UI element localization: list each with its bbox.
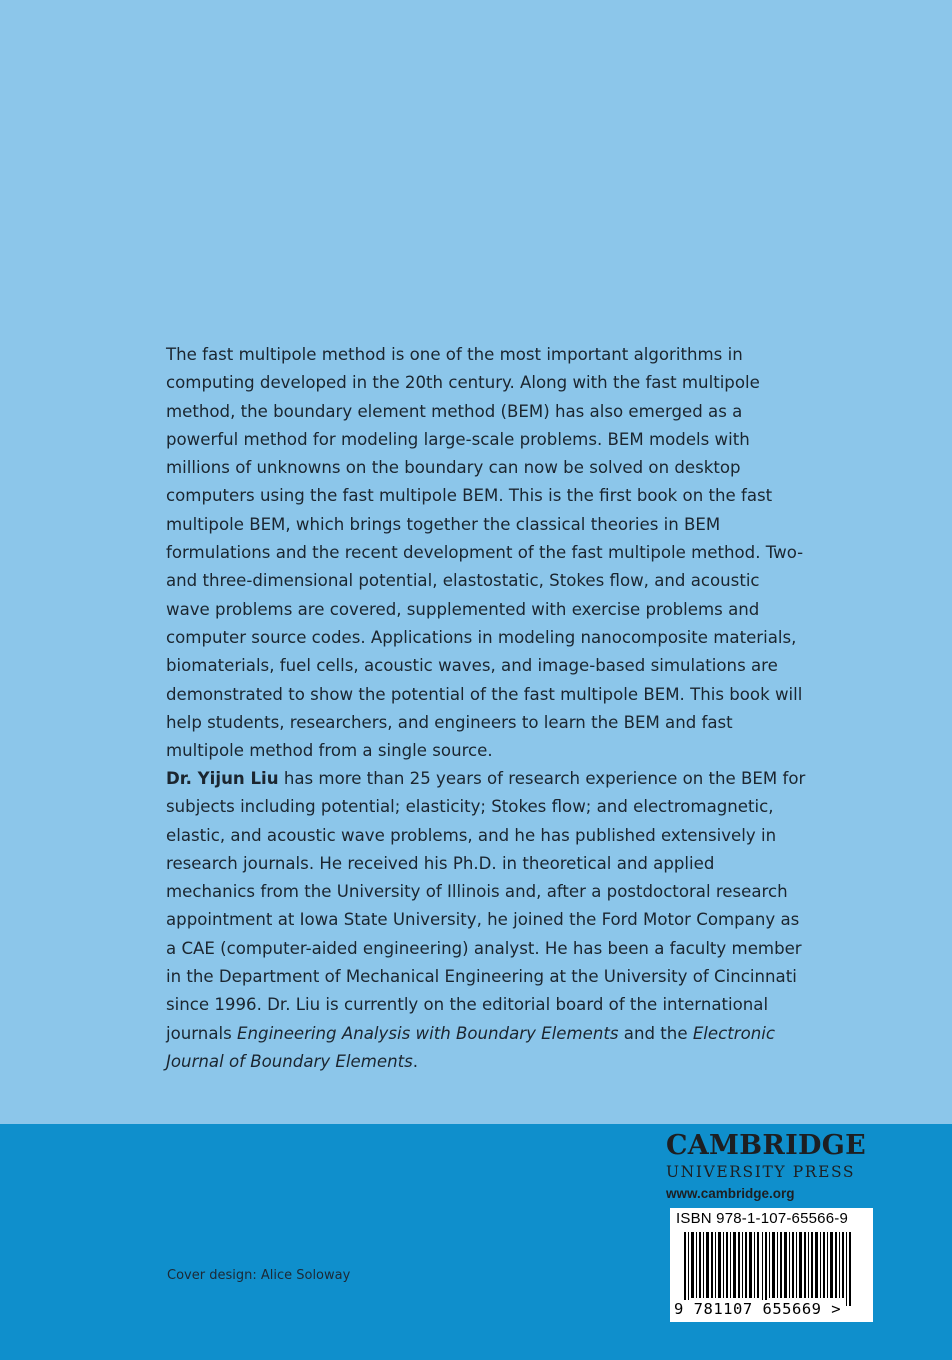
author-name: Dr. Yijun Liu bbox=[166, 769, 279, 788]
bio-connector: and the bbox=[618, 1023, 693, 1043]
author-biography bbox=[166, 765, 806, 1076]
bio-end: . bbox=[412, 1051, 419, 1071]
bio-text: has more than 25 years of research experience on the BEM for subjects including potential; elasticity; Stokes flow; and electromagnetic, elastic, and acoustic wave problems, and he has published extensively in research journals. He received his Ph.D. in theoretical and applied mechanics from the University of Illinois and, after a postdoctoral research appointment at Iowa State University, he joined the Ford Motor Company as a CAE (computer-aided engineering) analyst. He has been a faculty member in the Department of Mechanical Engineering at the University of Cincinnati since 1996. Dr. Liu is currently on the editorial board of the international journals bbox=[166, 769, 806, 1043]
publisher-subtitle: UNIVERSITY PRESS bbox=[666, 1163, 856, 1181]
isbn-label: ISBN 978-1-107-65566-9 bbox=[676, 1210, 849, 1227]
barcode-box bbox=[670, 1208, 873, 1322]
publisher-url: www.cambridge.org bbox=[666, 1186, 795, 1201]
book-description: The fast multipole method is one of the most important algorithms in computing developed in the 20th century. Along with the fast multipole method, the boundary element method (BEM) has also emerged as a powerful method for modeling large-scale problems. BEM models with millions of unknowns on the boundary can now be solved on desktop computers using the fast multipole BEM. This is the first book on the fast multipole BEM, which brings together the classical theories in BEM formulations and the recent development of the fast multipole method. Two- and three-dimensional potential, elastostatic, Stokes flow, and acoustic wave problems are covered, supplemented with exercise problems and computer source codes. Applications in modeling nanocomposite materials, biomaterials, fuel cells, acoustic waves, and image-based simulations are demonstrated to show the potential of the fast multipole BEM. This book will help students, researchers, and engineers to learn the BEM and fast multipole method from a single source. bbox=[166, 345, 804, 761]
journal-title-1: Engineering Analysis with Boundary Elements bbox=[237, 1023, 619, 1043]
barcode-icon bbox=[676, 1232, 866, 1306]
cover-credit: Cover design: Alice Soloway bbox=[167, 1268, 351, 1283]
publisher-name: CAMBRIDGE bbox=[666, 1130, 866, 1161]
publisher-logo bbox=[666, 1130, 874, 1204]
barcode-digits: 9 781107 655669 > bbox=[674, 1300, 842, 1318]
journal-title-2: Electronic Journal of Boundary Elements bbox=[166, 1023, 775, 1071]
